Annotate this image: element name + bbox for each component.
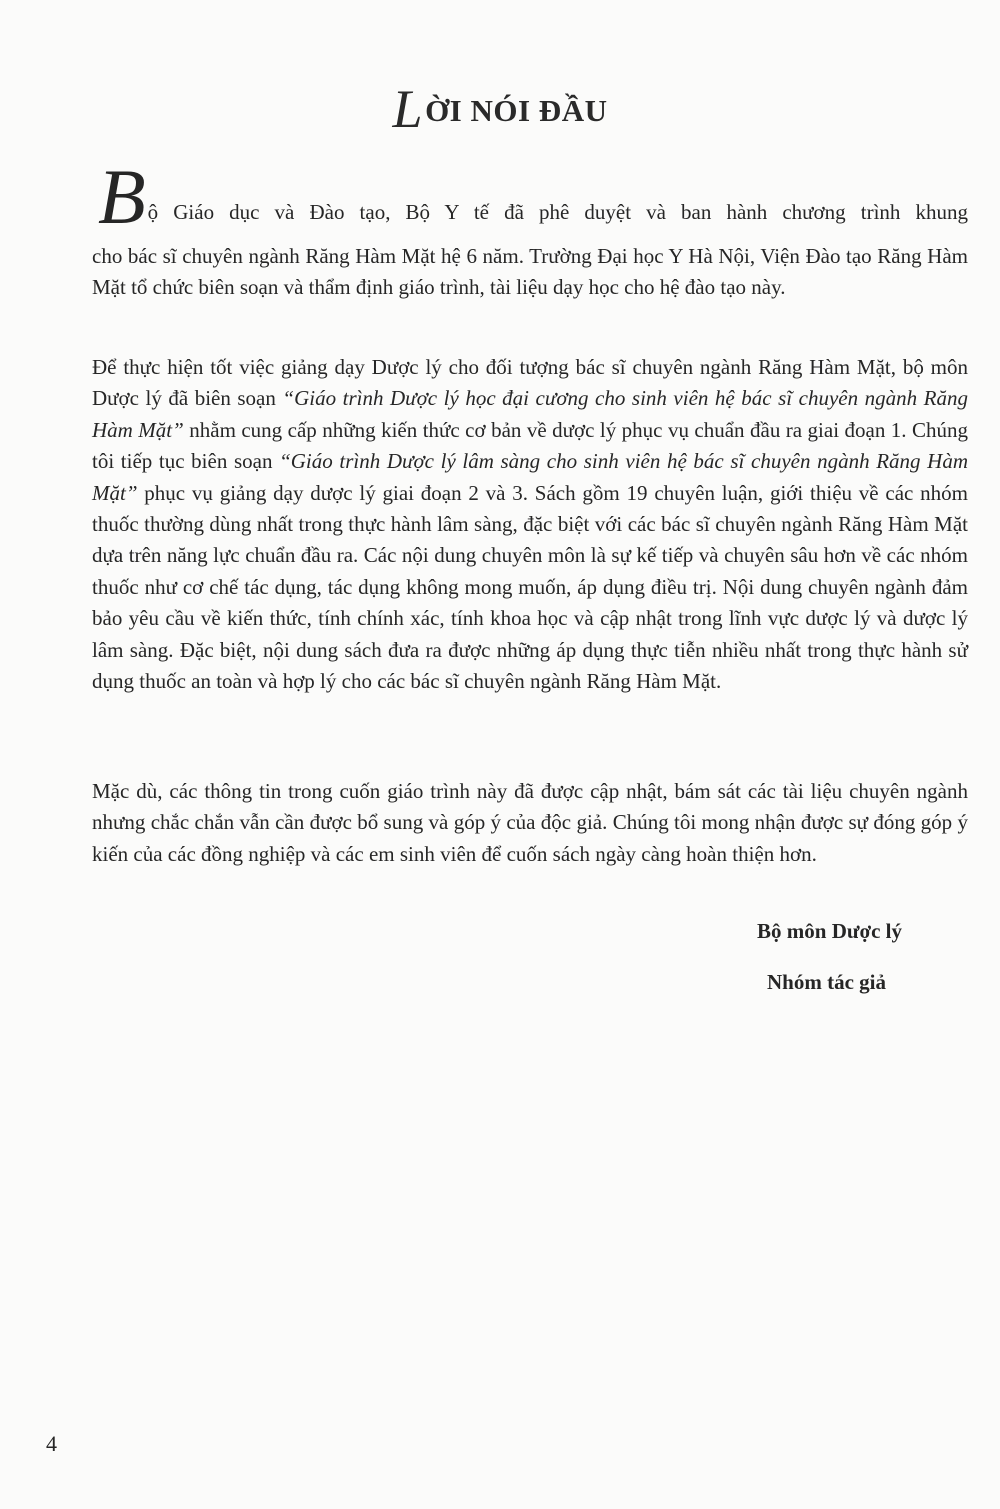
paragraph-purpose-part2: nhằm cung cấp những kiến thức cơ bản về dược lý phục vụ chuẩn đầu ra giai đoạn 1. Chúng tôi tiếp tục biên soạn <box>92 417 968 474</box>
signature-authors: Nhóm tác giả <box>767 970 886 994</box>
page-title <box>0 78 1000 140</box>
title-rest: ỜI NÓI ĐẦU <box>425 93 608 128</box>
book-title-clinical: “Giáo trình Dược lý lâm sàng cho sinh viên hệ bác sĩ chuyên ngành Răng Hàm Mặt” <box>92 449 968 505</box>
first-line-text: ộ Giáo dục và Đào tạo, Bộ Y tế đã phê duyệt và ban hành chương trình khung <box>147 200 968 224</box>
title-initial: L <box>392 79 424 139</box>
paragraph-purpose-part1: Để thực hiện tốt việc giảng dạy Dược lý cho đối tượng bác sĩ chuyên ngành Răng Hàm Mặt, bộ môn Dược lý đã biên soạn <box>92 355 968 411</box>
paragraph-intro-rest: cho bác sĩ chuyên ngành Răng Hàm Mặt hệ 6 năm. Trường Đại học Y Hà Nội, Viện Đào tạo Răng Hàm Mặt tổ chức biên soạn và thẩm định giáo trình, tài liệu dạy học cho hệ đào tạo này. <box>92 244 968 300</box>
page-number: 4 <box>46 1431 57 1456</box>
paragraph-intro <box>92 153 968 304</box>
book-title-general: “Giáo trình Dược lý học đại cương cho sinh viên hệ bác sĩ chuyên ngành Răng Hàm Mặt” <box>92 386 968 442</box>
paragraph-intro-first-line <box>92 153 968 240</box>
paragraph-purpose <box>92 352 968 697</box>
drop-cap: B <box>98 153 146 240</box>
paragraph-closing: Mặc dù, các thông tin trong cuốn giáo trình này đã được cập nhật, bám sát các tài liệu chuyên ngành nhưng chắc chắn vẫn cần được bổ sung và góp ý của độc giả. Chúng tôi mong nhận được sự đóng góp ý kiến của các đồng nghiệp và các em sinh viên để cuốn sách ngày càng hoàn thiện hơn. <box>92 779 968 866</box>
paragraph-purpose-part3: phục vụ giảng dạy dược lý giai đoạn 2 và 3. Sách gồm 19 chuyên luận, giới thiệu về các nhóm thuốc thường dùng nhất trong thực hành lâm sàng, đặc biệt với các bác sĩ chuyên ngành Răng Hàm Mặt dựa trên năng lực chuẩn đầu ra. Các nội dung chuyên môn là sự kế tiếp và chuyên sâu hơn về các nhóm thuốc như cơ chế tác dụng, tác dụng không mong muốn, áp dụng điều trị. Nội dung chuyên ngành đảm bảo yêu cầu về kiến thức, tính chính xác, tính khoa học và cập nhật trong lĩnh vực dược lý và dược lý lâm sàng. Đặc biệt, nội dung sách đưa ra được những áp dụng thực tiễn nhiều nhất trong thực hành sử dụng thuốc an toàn và hợp lý cho các bác sĩ chuyên ngành Răng Hàm Mặt. <box>92 480 968 694</box>
signature-department: Bộ môn Dược lý <box>757 919 902 943</box>
